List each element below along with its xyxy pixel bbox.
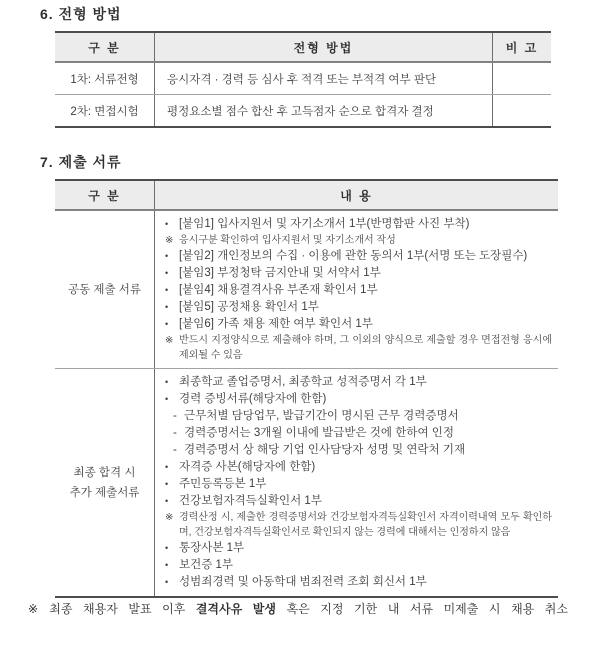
list-item-text: [붙임2] 개인정보의 수집 · 이용에 관한 동의서 1부(서명 또는 도장필수) (179, 250, 528, 262)
list-item-text: [붙임6] 가족 채용 제한 여부 확인서 1부 (179, 318, 373, 330)
list-item (163, 493, 552, 510)
section-6-title: 6. 전형 방법 (40, 6, 122, 22)
bullet-icon: • (165, 577, 169, 587)
list-item-text: [붙임5] 공정채용 확인서 1부 (179, 301, 319, 313)
list-item (163, 233, 552, 248)
footer-note (28, 602, 568, 617)
bullet-icon: • (165, 285, 169, 295)
remark-cell (493, 63, 551, 94)
list-item-text: 응시구분 확인하여 입사지원서 및 자기소개서 작성 (179, 235, 396, 246)
table-header-row (55, 181, 558, 211)
list-item-text: 경력산정 시, 제출한 경력증명서와 건강보험자격득실확인서 자격이력내역 모두 확인하며, 건강보험자격득실확인서로 확인되지 않는 경력에 대해서는 인정하지 않음 (179, 512, 552, 538)
list-item-text: 통장사본 1부 (179, 542, 245, 554)
list-item (163, 299, 552, 316)
note-mark-icon: ※ (165, 512, 174, 523)
list-item (163, 459, 552, 476)
selection-table-body (55, 63, 551, 126)
list-item-text: 주민등록등본 1부 (179, 478, 267, 490)
list-item (163, 374, 552, 391)
list-item-text: 자격증 사본(해당자에 한함) (179, 461, 316, 473)
category-cell: 최종 합격 시 추가 제출서류 (55, 369, 155, 596)
bullet-icon: • (165, 319, 169, 329)
list-item (163, 574, 552, 591)
list-item (163, 216, 552, 233)
dash-icon: - (173, 427, 177, 439)
list-item-text: [붙임4] 채용결격사유 부존재 확인서 1부 (179, 284, 378, 296)
list-item (163, 425, 552, 442)
dash-icon: - (173, 444, 177, 456)
list-item-text: 반드시 지정양식으로 제출해야 하며, 그 이외의 양식으로 제출할 경우 면접전형 응시에 제외될 수 있음 (179, 335, 552, 361)
list-item-text: 건강보험자격득실확인서 1부 (179, 495, 322, 507)
list-item (163, 557, 552, 574)
list-item-text: 성범죄경력 및 아동학대 범죄전력 조회 회신서 1부 (179, 576, 427, 588)
category-cell: 2차: 면접시험 (55, 95, 155, 126)
footer-text: 혹은 지정 기한 내 서류 미제출 시 채용 취소 (275, 602, 568, 616)
section-7-title: 7. 제출 서류 (40, 154, 122, 170)
bullet-icon: • (165, 496, 169, 506)
header-cell-category: 구 분 (55, 33, 155, 61)
list-item (163, 265, 552, 282)
documents-table-body (55, 211, 558, 596)
note-mark-icon: ※ (165, 235, 174, 246)
header-cell-category: 구 분 (55, 181, 155, 209)
category-cell: 1차: 서류전형 (55, 63, 155, 94)
table-row (55, 94, 551, 126)
footer-text: 최종 채용자 발표 이후 (49, 602, 196, 616)
content-cell (155, 211, 558, 368)
note-mark-icon: ※ (165, 335, 174, 346)
list-item-text: [붙임1] 입사지원서 및 자기소개서 1부(반명함판 사진 부착) (179, 218, 470, 230)
content-cell (155, 369, 558, 596)
list-item-text: 근무처별 담당업무, 발급기간이 명시된 근무 경력증명서 (184, 410, 459, 422)
footer-text-bold: 결격사유 발생 (195, 602, 276, 616)
bullet-icon: • (165, 560, 169, 570)
method-cell: 응시자격 · 경력 등 심사 후 적격 또는 부적격 여부 판단 (155, 63, 493, 94)
list-item (163, 391, 552, 408)
list-item (163, 316, 552, 333)
method-cell: 평정요소별 점수 합산 후 고득점자 순으로 합격자 결정 (155, 95, 493, 126)
note-mark-icon: ※ (28, 602, 46, 616)
bullet-icon: • (165, 302, 169, 312)
list-item (163, 476, 552, 493)
table-row (55, 211, 558, 368)
table-row (55, 63, 551, 94)
bullet-icon: • (165, 394, 169, 404)
selection-method-table (55, 31, 551, 128)
dash-icon: - (173, 410, 177, 422)
list-item-text: 최종학교 졸업증명서, 최종학교 성적증명서 각 1부 (179, 376, 427, 388)
list-item (163, 248, 552, 265)
bullet-icon: • (165, 377, 169, 387)
table-row (55, 368, 558, 596)
bullet-icon: • (165, 251, 169, 261)
header-cell-remark: 비 고 (505, 40, 539, 55)
documents-table (55, 179, 558, 598)
list-item (163, 540, 552, 557)
list-item (163, 282, 552, 299)
bullet-icon: • (165, 462, 169, 472)
bullet-icon: • (165, 268, 169, 278)
list-item (163, 510, 552, 540)
header-cell-content: 내 용 (340, 188, 373, 203)
table-header-row (55, 33, 551, 63)
list-item-text: [붙임3] 부정청탁 금지안내 및 서약서 1부 (179, 267, 381, 279)
list-item (163, 333, 552, 363)
list-item-text: 경력증명서는 3개월 이내에 발급받은 것에 한하여 인정 (184, 427, 454, 439)
bullet-icon: • (165, 479, 169, 489)
bullet-icon: • (165, 543, 169, 553)
category-cell: 공동 제출 서류 (55, 211, 155, 368)
bullet-icon: • (165, 219, 169, 229)
header-cell-method: 전형 방법 (155, 33, 493, 61)
list-item (163, 408, 552, 425)
list-item-text: 경력 증빙서류(해당자에 한함) (179, 393, 327, 405)
list-item (163, 442, 552, 459)
remark-cell (493, 95, 551, 126)
list-item-text: 경력증명서 상 해당 기업 인사담당자 성명 및 연락처 기재 (184, 444, 466, 456)
list-item-text: 보건증 1부 (179, 559, 234, 571)
